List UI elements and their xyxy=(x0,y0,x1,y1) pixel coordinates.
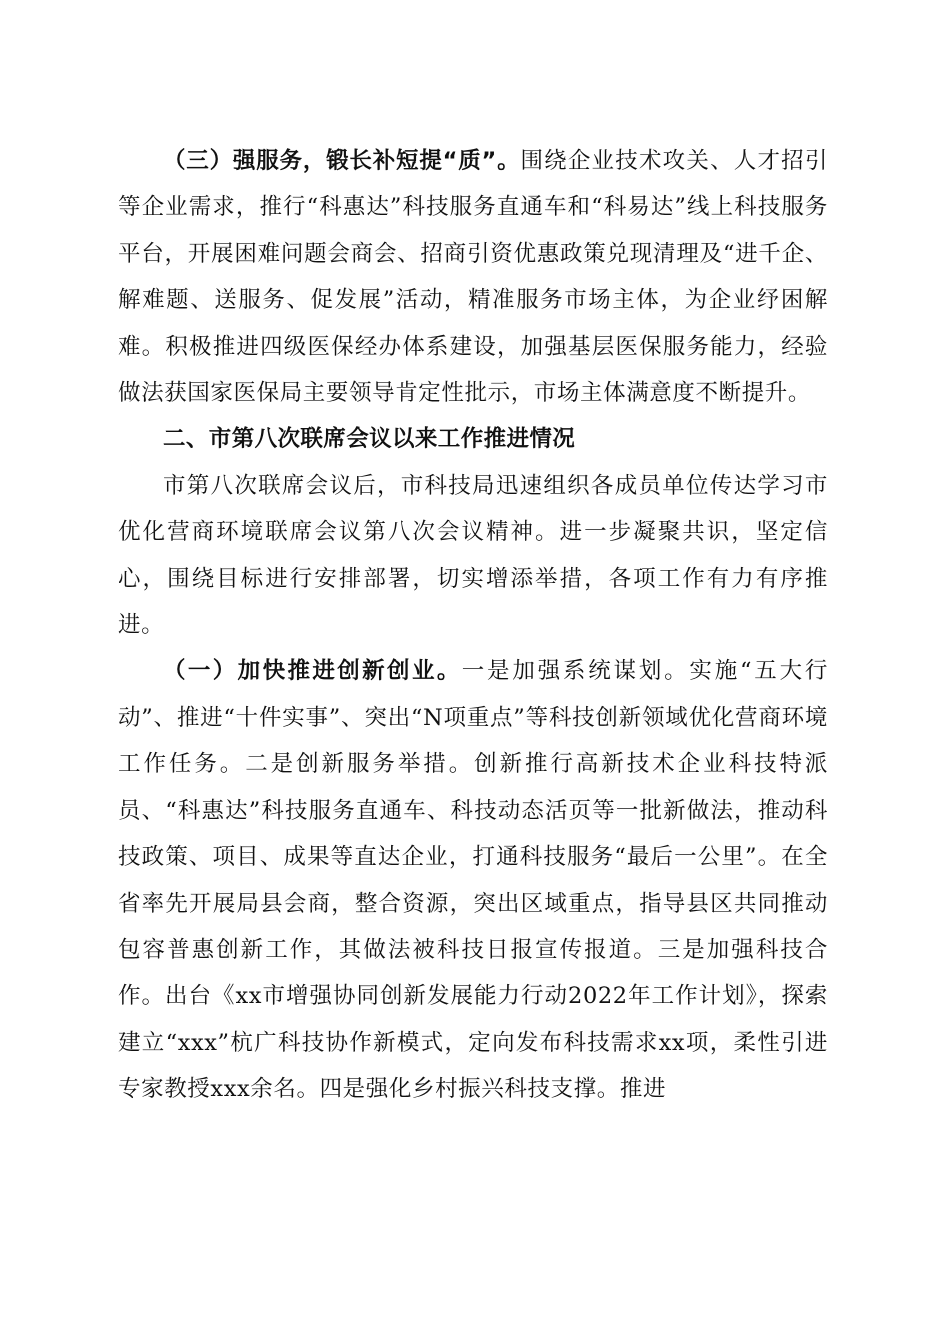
section-two-intro-paragraph: 市第八次联席会议后，市科技局迅速组织各成员单位传达学习市优化营商环境联席会议第八次会议精神。进一步凝聚共识，坚定信心，围绕目标进行安排部署，切实增添举措，各项工作有力有序推进。 xyxy=(118,472,828,639)
document-body xyxy=(118,138,828,1113)
subsection-one-paragraph xyxy=(118,648,828,1112)
section-three-lead: （三）强服务，锻长补短提“质”。 xyxy=(163,148,521,174)
subsection-one-lead: （一）加快推进创新创业。 xyxy=(163,658,462,685)
subsection-one-body: 一是加强系统谋划。实施“五大行动”、推进“十件实事”、突出“N项重点”等科技创新领域优化营商环境工作任务。二是创新服务举措。创新推行高新技术企业科技特派员、“科惠达”科技服务直通车、科技动态活页等一批新做法，推动科技政策、项目、成果等直达企业，打通科技服务“最后一公里”。在全省率先开展局县会商，整合资源，突出区域重点，指导县区共同推动包容普惠创新工作，其做法被科技日报宣传报道。三是加强科技合作。出台《xx市增强协同创新发展能力行动2022年工作计划》，探索建立“xxx”杭广科技协作新模式，定向发布科技需求xx项，柔性引进专家教授xxx余名。四是强化乡村振兴科技支撑。推进 xyxy=(118,658,828,1103)
heading-section-two: 二、市第八次联席会议以来工作推进情况 xyxy=(163,426,576,453)
section-three-paragraph xyxy=(118,138,828,416)
section-three-body: 围绕企业技术攻关、人才招引等企业需求，推行“科惠达”科技服务直通车和“科易达”线上科技服务平台，开展困难问题会商会、招商引资优惠政策兑现清理及“进千企、解难题、送服务、促发展”活动，精准服务市场主体，为企业纾困解难。积极推进四级医保经办体系建设，加强基层医保服务能力，经验做法获国家医保局主要领导肯定性批示，市场主体满意度不断提升。 xyxy=(118,148,828,407)
